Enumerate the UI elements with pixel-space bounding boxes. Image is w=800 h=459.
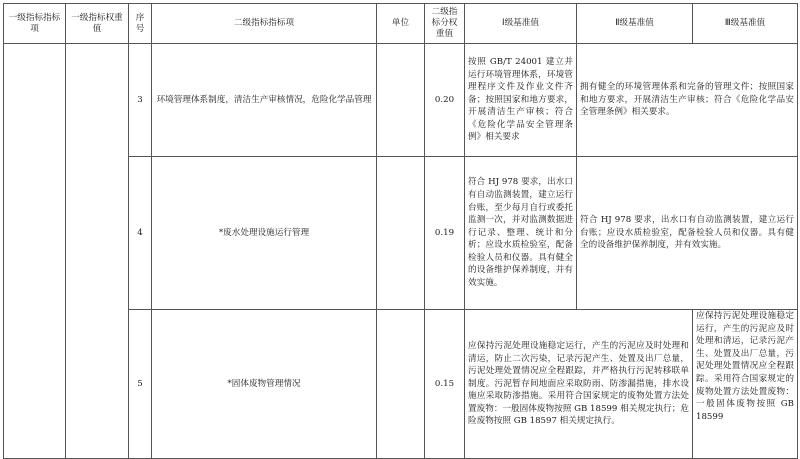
unit-cell bbox=[377, 44, 425, 157]
grade-2-3-cell: 拥有健全的环境管理体系和完备的管理文件；按照国家和地方要求，开展清洁生产审核；符合《危险化学品安全管理条例》相关要求。 bbox=[577, 44, 798, 157]
level2-item-cell: 环境管理体系制度，清洁生产审核情况，危险化学品管理 bbox=[152, 44, 377, 157]
grade-3-cell bbox=[693, 310, 798, 459]
level2-item-cell: *废水处理设施运行管理 bbox=[152, 157, 377, 310]
unit-cell bbox=[377, 157, 425, 310]
header-level2-item: 二级指标指标项 bbox=[152, 4, 377, 44]
serial-number-cell: 3 bbox=[129, 44, 152, 157]
grade-3-text: 应保持污泥处理设施稳定运行，产生的污泥应及时处理和清运，记录污泥产生、处置及出厂总量，污泥处理处置情况应全程跟踪。采用符合国家规定的废物处置方法处置废物：一般固体废物按照 GB 18599 bbox=[696, 311, 794, 422]
header-unit: 单位 bbox=[377, 4, 425, 44]
weight-cell: 0.20 bbox=[425, 44, 465, 157]
level1-item-cell bbox=[4, 44, 66, 459]
header-grade-1-baseline: Ⅰ级基准值 bbox=[465, 4, 577, 44]
grade-2-3-cell: 符合 HJ 978 要求，出水口有自动监测装置，建立运行台账；应设水质检验室，配备检验人员和仪器。具有健全的设备维护保养制度，并有效实施。 bbox=[577, 157, 798, 310]
grade-1-2-cell: 应保持污泥处理设施稳定运行，产生的污泥应及时处理和清运，防止二次污染，记录污泥产生、处置及出厂总量，污泥处理处置情况应全程跟踪，并严格执行污泥转移联单制度。污泥暂存间地面应采取防雨、防渗漏措施，排水设施应采取防渗措施。采用符合国家规定的废物处置方法处置废物：一般固体废物按照 GB 18599 相关规定执行；危险废物按照 GB 18597 相关规定执行。 bbox=[465, 310, 693, 459]
header-level1-item: 一级指标指标项 bbox=[4, 4, 66, 44]
header-serial-number: 序号 bbox=[129, 4, 152, 44]
header-row bbox=[4, 4, 798, 44]
table-row bbox=[4, 44, 798, 157]
header-grade-3-baseline: Ⅲ级基准值 bbox=[693, 4, 798, 44]
header-level1-weight: 一级指标权重值 bbox=[66, 4, 129, 44]
level2-item-cell: *固体废物管理情况 bbox=[152, 310, 377, 459]
weight-cell: 0.19 bbox=[425, 157, 465, 310]
level1-weight-cell bbox=[66, 44, 129, 459]
weight-cell: 0.15 bbox=[425, 310, 465, 459]
standards-table bbox=[3, 3, 798, 459]
header-level2-weight: 二级指标分权重值 bbox=[425, 4, 465, 44]
header-grade-2-baseline: Ⅱ级基准值 bbox=[577, 4, 693, 44]
serial-number-cell: 4 bbox=[129, 157, 152, 310]
grade-1-cell: 按照 GB/T 24001 建立并运行环境管理体系，环境管理程序文件及作业文件齐备；按照国家和地方要求，开展清洁生产审核；符合《危险化学品安全管理条例》相关要求 bbox=[465, 44, 577, 157]
grade-1-cell: 符合 HJ 978 要求，出水口有自动监测装置，建立运行台账，至少每月自行或委托监测一次，并对监测数据进行记录、整理、统计和分析；应设水质检验室，配备检验人员和仪器。具有健全的设备维护保养制度，并有效实施。 bbox=[465, 157, 577, 310]
serial-number-cell: 5 bbox=[129, 310, 152, 459]
unit-cell bbox=[377, 310, 425, 459]
